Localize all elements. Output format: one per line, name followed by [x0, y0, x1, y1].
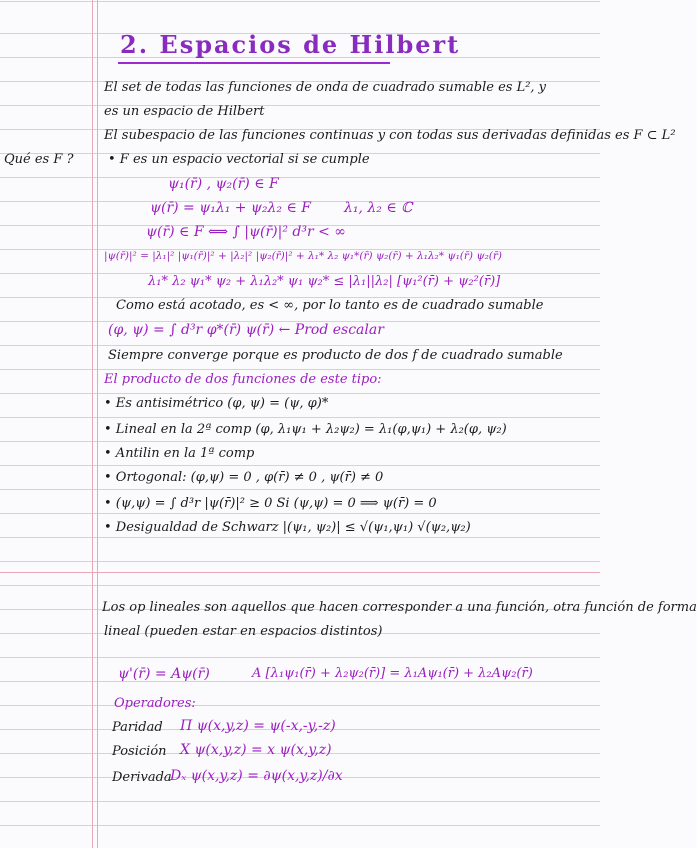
list-item: • Ortogonal: (φ,ψ) = 0 , φ(r̄) ≠ 0 , ψ(r̄) ≠ 0: [104, 470, 384, 485]
page-title: 2. Espacios de Hilbert: [120, 30, 461, 59]
math-line: Dₓ ψ(x,y,z) = ∂ψ(x,y,z)/∂x: [170, 768, 343, 784]
list-item: • Es antisimétrico (φ, ψ) = (ψ, φ)*: [104, 396, 329, 411]
list-item: • (ψ,ψ) = ∫ d³r |ψ(r̄)|² ≥ 0 Si (ψ,ψ) = 0 ⟹ ψ(r̄) = 0: [104, 496, 437, 511]
line: Como está acotado, es < ∞, por lo tanto es de cuadrado sumable: [116, 298, 544, 313]
math-line: ψ(r̄) ∈ F ⟺ ∫ |ψ(r̄)|² d³r < ∞: [146, 224, 346, 240]
list-item: • Desigualdad de Schwarz |(ψ₁, ψ₂)| ≤ √(ψ₁,ψ₁) √(ψ₂,ψ₂): [104, 520, 471, 535]
math-line: |ψ(r̄)|² = |λ₁|² |ψ₁(r̄)|² + |λ₂|² |ψ₂(r̄)|² + λ₁* λ₂ ψ₁*(r̄) ψ₂(r̄) + λ₁λ₂* ψ₁(r̄) ψ₂(r̄): [104, 250, 502, 262]
list-item: • Lineal en la 2ª comp (φ, λ₁ψ₁ + λ₂ψ₂) = λ₁(φ,ψ₁) + λ₂(φ, ψ₂): [104, 422, 507, 437]
math-line: (φ, ψ) = ∫ d³r φ*(r̄) ψ(r̄) ← Prod escalar: [108, 322, 384, 338]
math-line: ψ₁(r̄) , ψ₂(r̄) ∈ F: [168, 176, 279, 192]
operator-name: Derivada: [112, 770, 172, 785]
math-line: A [λ₁ψ₁(r̄) + λ₂ψ₂(r̄)] = λ₁Aψ₁(r̄) + λ₂Aψ₂(r̄): [252, 666, 533, 681]
line: es un espacio de Hilbert: [104, 104, 265, 119]
margin-line-inner: [97, 0, 98, 848]
line: El set de todas las funciones de onda de cuadrado sumable es L², y: [104, 80, 547, 95]
line: lineal (pueden estar en espacios distintos): [104, 624, 383, 639]
operator-name: Paridad: [112, 720, 163, 735]
math-line: ψ'(r̄) = Aψ(r̄): [118, 666, 210, 682]
line: Siempre converge porque es producto de dos f de cuadrado sumable: [108, 348, 563, 363]
section-heading: El producto de dos funciones de este tipo:: [104, 372, 382, 387]
section-heading: Operadores:: [114, 696, 196, 711]
math-line: ψ(r̄) = ψ₁λ₁ + ψ₂λ₂ ∈ F: [150, 200, 311, 216]
line: El subespacio de las funciones continuas y con todas sus derivadas definidas es F ⊂ L²: [104, 128, 676, 143]
operator-name: Posición: [112, 744, 167, 759]
section-divider: [0, 572, 600, 573]
math-line: λ₁* λ₂ ψ₁* ψ₂ + λ₁λ₂* ψ₁ ψ₂* ≤ |λ₁||λ₂| [ψ₁²(r̄) + ψ₂²(r̄)]: [148, 274, 501, 289]
list-item: • Antilin en la 1ª comp: [104, 446, 255, 461]
math-line: X ψ(x,y,z) = x ψ(x,y,z): [180, 742, 332, 758]
math-line: Π ψ(x,y,z) = ψ(-x,-y,-z): [180, 718, 336, 734]
line: • F es un espacio vectorial si se cumple: [108, 152, 370, 167]
title-underline: [118, 62, 390, 64]
math-line: λ₁, λ₂ ∈ ℂ: [344, 200, 413, 216]
side-note: Qué es F ?: [4, 152, 74, 167]
line: Los op lineales son aquellos que hacen corresponder a una función, otra función de forma: [102, 600, 697, 615]
margin-line: [92, 0, 93, 848]
